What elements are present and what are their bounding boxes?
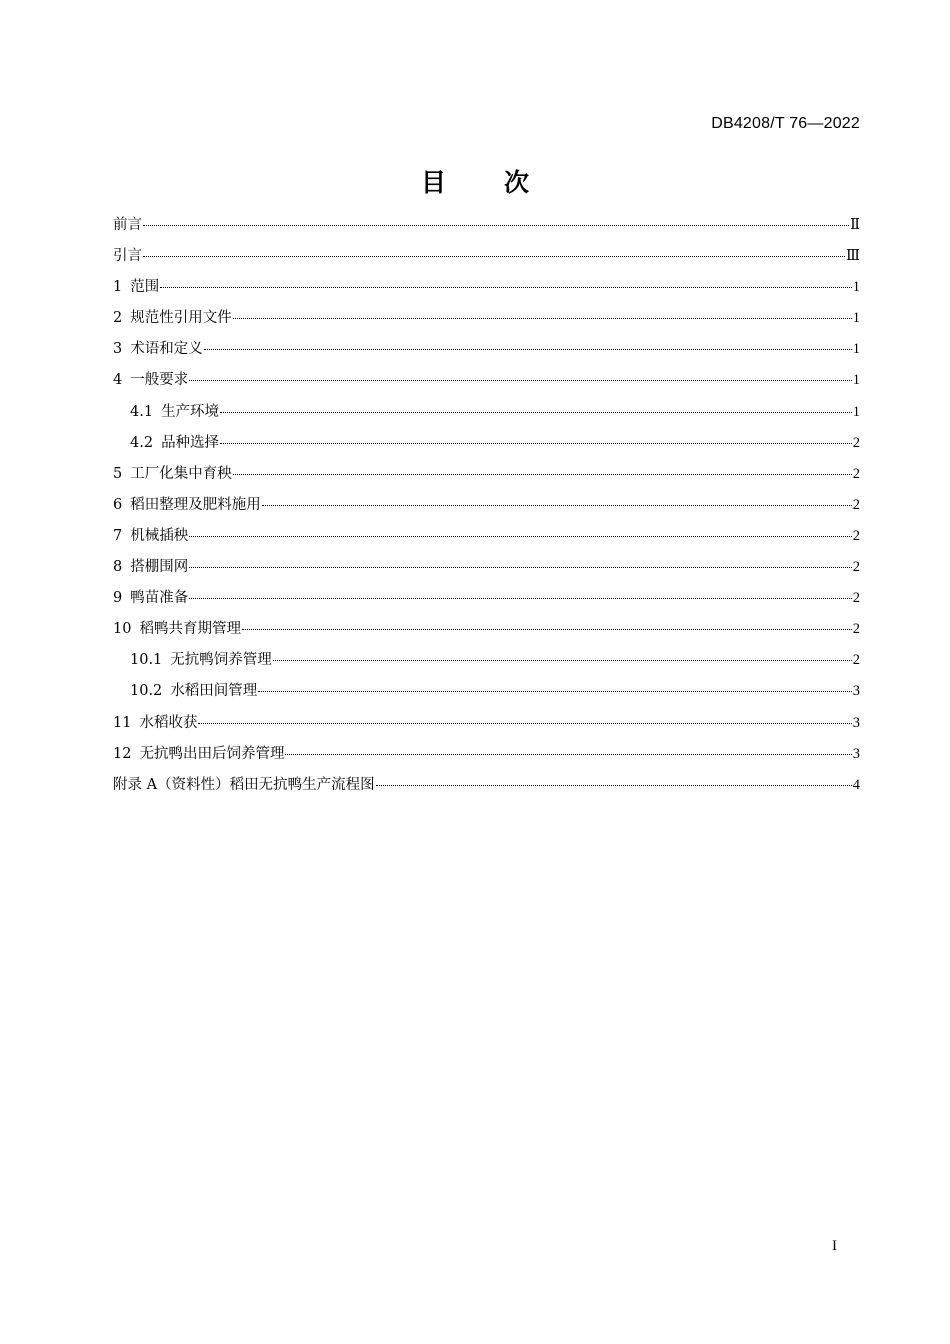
toc-entry-page: Ⅲ (846, 248, 860, 265)
toc-entry-number: 7 (113, 527, 123, 544)
toc-entry-page: 2 (852, 559, 860, 576)
toc-entry-page: 3 (852, 745, 860, 762)
toc-entry-number: 6 (113, 496, 123, 513)
toc-entry[interactable] (113, 552, 860, 583)
toc-entry-number: 9 (113, 590, 123, 607)
toc-entry-page: 2 (852, 496, 860, 513)
toc-entry-page: 3 (852, 683, 860, 700)
toc-dot-leader (233, 473, 852, 475)
toc-entry-label: 附录 A（资料性）稻田无抗鸭生产流程图 (113, 776, 375, 793)
toc-dot-leader (220, 411, 852, 413)
toc-dot-leader (143, 255, 845, 257)
toc-entry-page: 2 (852, 465, 860, 482)
toc-entry-page: 2 (852, 590, 860, 607)
toc-entry-page: 1 (852, 372, 860, 389)
toc-entry[interactable] (113, 583, 860, 614)
toc-entry-label: 稻田整理及肥料施用 (130, 496, 261, 513)
toc-dot-leader (273, 659, 852, 661)
toc-dot-leader (189, 597, 852, 599)
toc-entry-number: 4.2 (130, 434, 154, 451)
toc-entry[interactable] (113, 365, 860, 396)
toc-dot-leader (204, 348, 852, 350)
toc-entry-label: 无抗鸭饲养管理 (170, 652, 272, 669)
toc-entry-number: 10.1 (130, 652, 163, 669)
toc-entry-label: 无抗鸭出田后饲养管理 (139, 745, 285, 762)
toc-dot-leader (262, 504, 852, 506)
toc-entry-page: 2 (852, 434, 860, 451)
table-of-contents (113, 210, 860, 801)
toc-dot-leader (189, 379, 852, 381)
toc-entry-label: 品种选择 (161, 434, 220, 451)
toc-entry[interactable] (113, 272, 860, 303)
toc-dot-leader (160, 286, 852, 288)
toc-entry-label: 机械插秧 (130, 527, 189, 544)
toc-entry-number: 10 (113, 621, 132, 638)
toc-entry-page: 1 (852, 310, 860, 327)
toc-entry[interactable] (113, 645, 860, 676)
toc-entry[interactable] (113, 490, 860, 521)
toc-dot-leader (143, 224, 849, 226)
toc-dot-leader (233, 317, 852, 319)
toc-entry-label: 水稻收获 (139, 714, 198, 731)
toc-entry-label: 术语和定义 (130, 341, 203, 358)
toc-entry[interactable] (113, 739, 860, 770)
toc-entry-number: 4.1 (130, 403, 154, 420)
toc-entry[interactable] (113, 210, 860, 241)
toc-entry-number: 12 (113, 745, 132, 762)
toc-entry-number: 3 (113, 341, 123, 358)
toc-entry-page: 2 (852, 527, 860, 544)
toc-dot-leader (189, 566, 852, 568)
toc-entry-page: 3 (852, 714, 860, 731)
toc-entry-page: Ⅱ (850, 217, 860, 233)
toc-title: 目次 (420, 168, 587, 197)
toc-dot-leader (189, 535, 852, 537)
toc-entry-label: 搭棚围网 (130, 559, 189, 576)
toc-entry-number: 8 (113, 559, 123, 576)
toc-entry-page: 1 (852, 341, 860, 358)
toc-entry-number: 10.2 (130, 683, 163, 700)
toc-entry[interactable] (113, 241, 860, 272)
toc-entry-label: 规范性引用文件 (130, 310, 232, 327)
toc-entry[interactable] (113, 459, 860, 490)
toc-entry-label: 生产环境 (161, 403, 220, 420)
toc-dot-leader (220, 442, 852, 444)
toc-dot-leader (242, 628, 852, 630)
toc-entry-number: 5 (113, 465, 123, 482)
toc-entry[interactable] (113, 334, 860, 365)
toc-entry-label: 一般要求 (130, 372, 189, 389)
toc-entry[interactable] (113, 397, 860, 428)
toc-entry[interactable] (113, 676, 860, 707)
toc-entry-label: 范围 (130, 279, 160, 296)
toc-dot-leader (258, 690, 851, 692)
toc-entry-page: 1 (852, 279, 860, 296)
toc-entry[interactable] (113, 770, 860, 801)
page-number: I (832, 1238, 837, 1254)
toc-entry-number: 2 (113, 310, 123, 327)
toc-entry-label: 前言 (113, 217, 142, 233)
toc-entry-number: 4 (113, 372, 123, 389)
toc-entry-number: 1 (113, 279, 123, 296)
toc-entry-page: 2 (852, 621, 860, 638)
toc-entry-label: 工厂化集中育秧 (130, 465, 232, 482)
toc-entry[interactable] (113, 303, 860, 334)
toc-entry[interactable] (113, 708, 860, 739)
toc-dot-leader (285, 753, 851, 755)
toc-entry-label: 水稻田间管理 (170, 683, 258, 700)
toc-entry[interactable] (113, 521, 860, 552)
toc-entry[interactable] (113, 428, 860, 459)
toc-dot-leader (376, 784, 852, 786)
toc-entry-page: 2 (852, 652, 860, 669)
toc-entry-page: 1 (852, 403, 860, 420)
toc-entry-number: 11 (113, 714, 132, 731)
toc-entry[interactable] (113, 614, 860, 645)
toc-entry-label: 鸭苗准备 (130, 590, 189, 607)
document-code: DB4208/T 76—2022 (711, 115, 860, 132)
toc-entry-label: 稻鸭共育期管理 (139, 621, 241, 638)
toc-entry-label: 引言 (113, 248, 142, 265)
toc-entry-page: 4 (852, 776, 860, 793)
toc-dot-leader (198, 722, 851, 724)
